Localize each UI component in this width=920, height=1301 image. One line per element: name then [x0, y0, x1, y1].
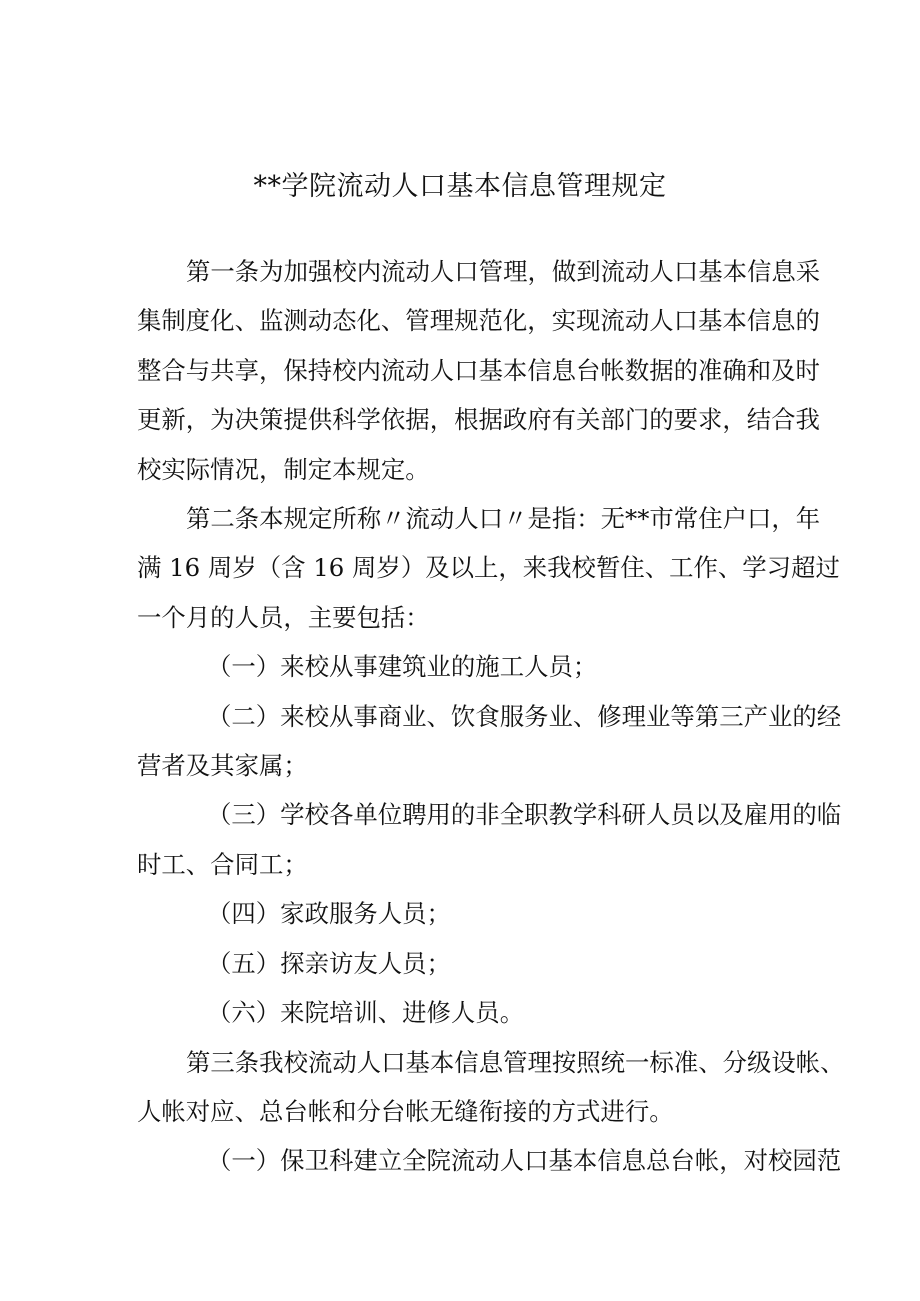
article-1-line-4: 更新，为决策提供科学依据，根据政府有关部门的要求，结合我	[137, 405, 820, 435]
document-body	[137, 247, 845, 1186]
article-2-item-6: （六）来院培训、进修人员。	[207, 998, 525, 1028]
article-2-item-2-line-2: 营者及其家属；	[137, 751, 308, 781]
article-2-line-3: 一个月的人员，主要包括：	[137, 602, 430, 632]
article-2-line-1: 第二条本规定所称〃流动人口〃是指：无**市常住户口，年	[186, 504, 821, 534]
article-3-item-1-line-1: （一）保卫科建立全院流动人口基本信息总台帐，对校园范	[207, 1146, 842, 1176]
article-1-line-5: 校实际情况，制定本规定。	[137, 454, 430, 484]
article-2-item-5: （五）探亲访友人员；	[207, 948, 451, 978]
document-title: **学院流动人口基本信息管理规定	[253, 171, 667, 202]
article-1-line-1: 第一条为加强校内流动人口管理，做到流动人口基本信息采	[186, 257, 821, 286]
article-1-line-2: 集制度化、监测动态化、管理规范化，实现流动人口基本信息的	[137, 306, 820, 336]
article-2-line-2: 满 16 周岁（含 16 周岁）及以上，来我校暂住、工作、学习超过	[137, 553, 840, 583]
article-2-item-1: （一）来校从事建筑业的施工人员；	[207, 652, 598, 682]
article-3-line-1: 第三条我校流动人口基本信息管理按照统一标准、分级设帐、	[186, 1047, 845, 1077]
article-2-item-2-line-1: （二）来校从事商业、饮食服务业、修理业等第三产业的经	[207, 701, 842, 731]
article-2-item-3-line-1: （三）学校各单位聘用的非全职教学科研人员以及雇用的临	[207, 800, 842, 830]
article-2-item-4: （四）家政服务人员；	[207, 899, 451, 929]
article-3-line-2: 人帐对应、总台帐和分台帐无缝衔接的方式进行。	[137, 1096, 674, 1126]
article-2-item-3-line-2: 时工、合同工；	[137, 849, 308, 879]
article-1-line-3: 整合与共享，保持校内流动人口基本信息台帐数据的准确和及时	[137, 355, 820, 385]
